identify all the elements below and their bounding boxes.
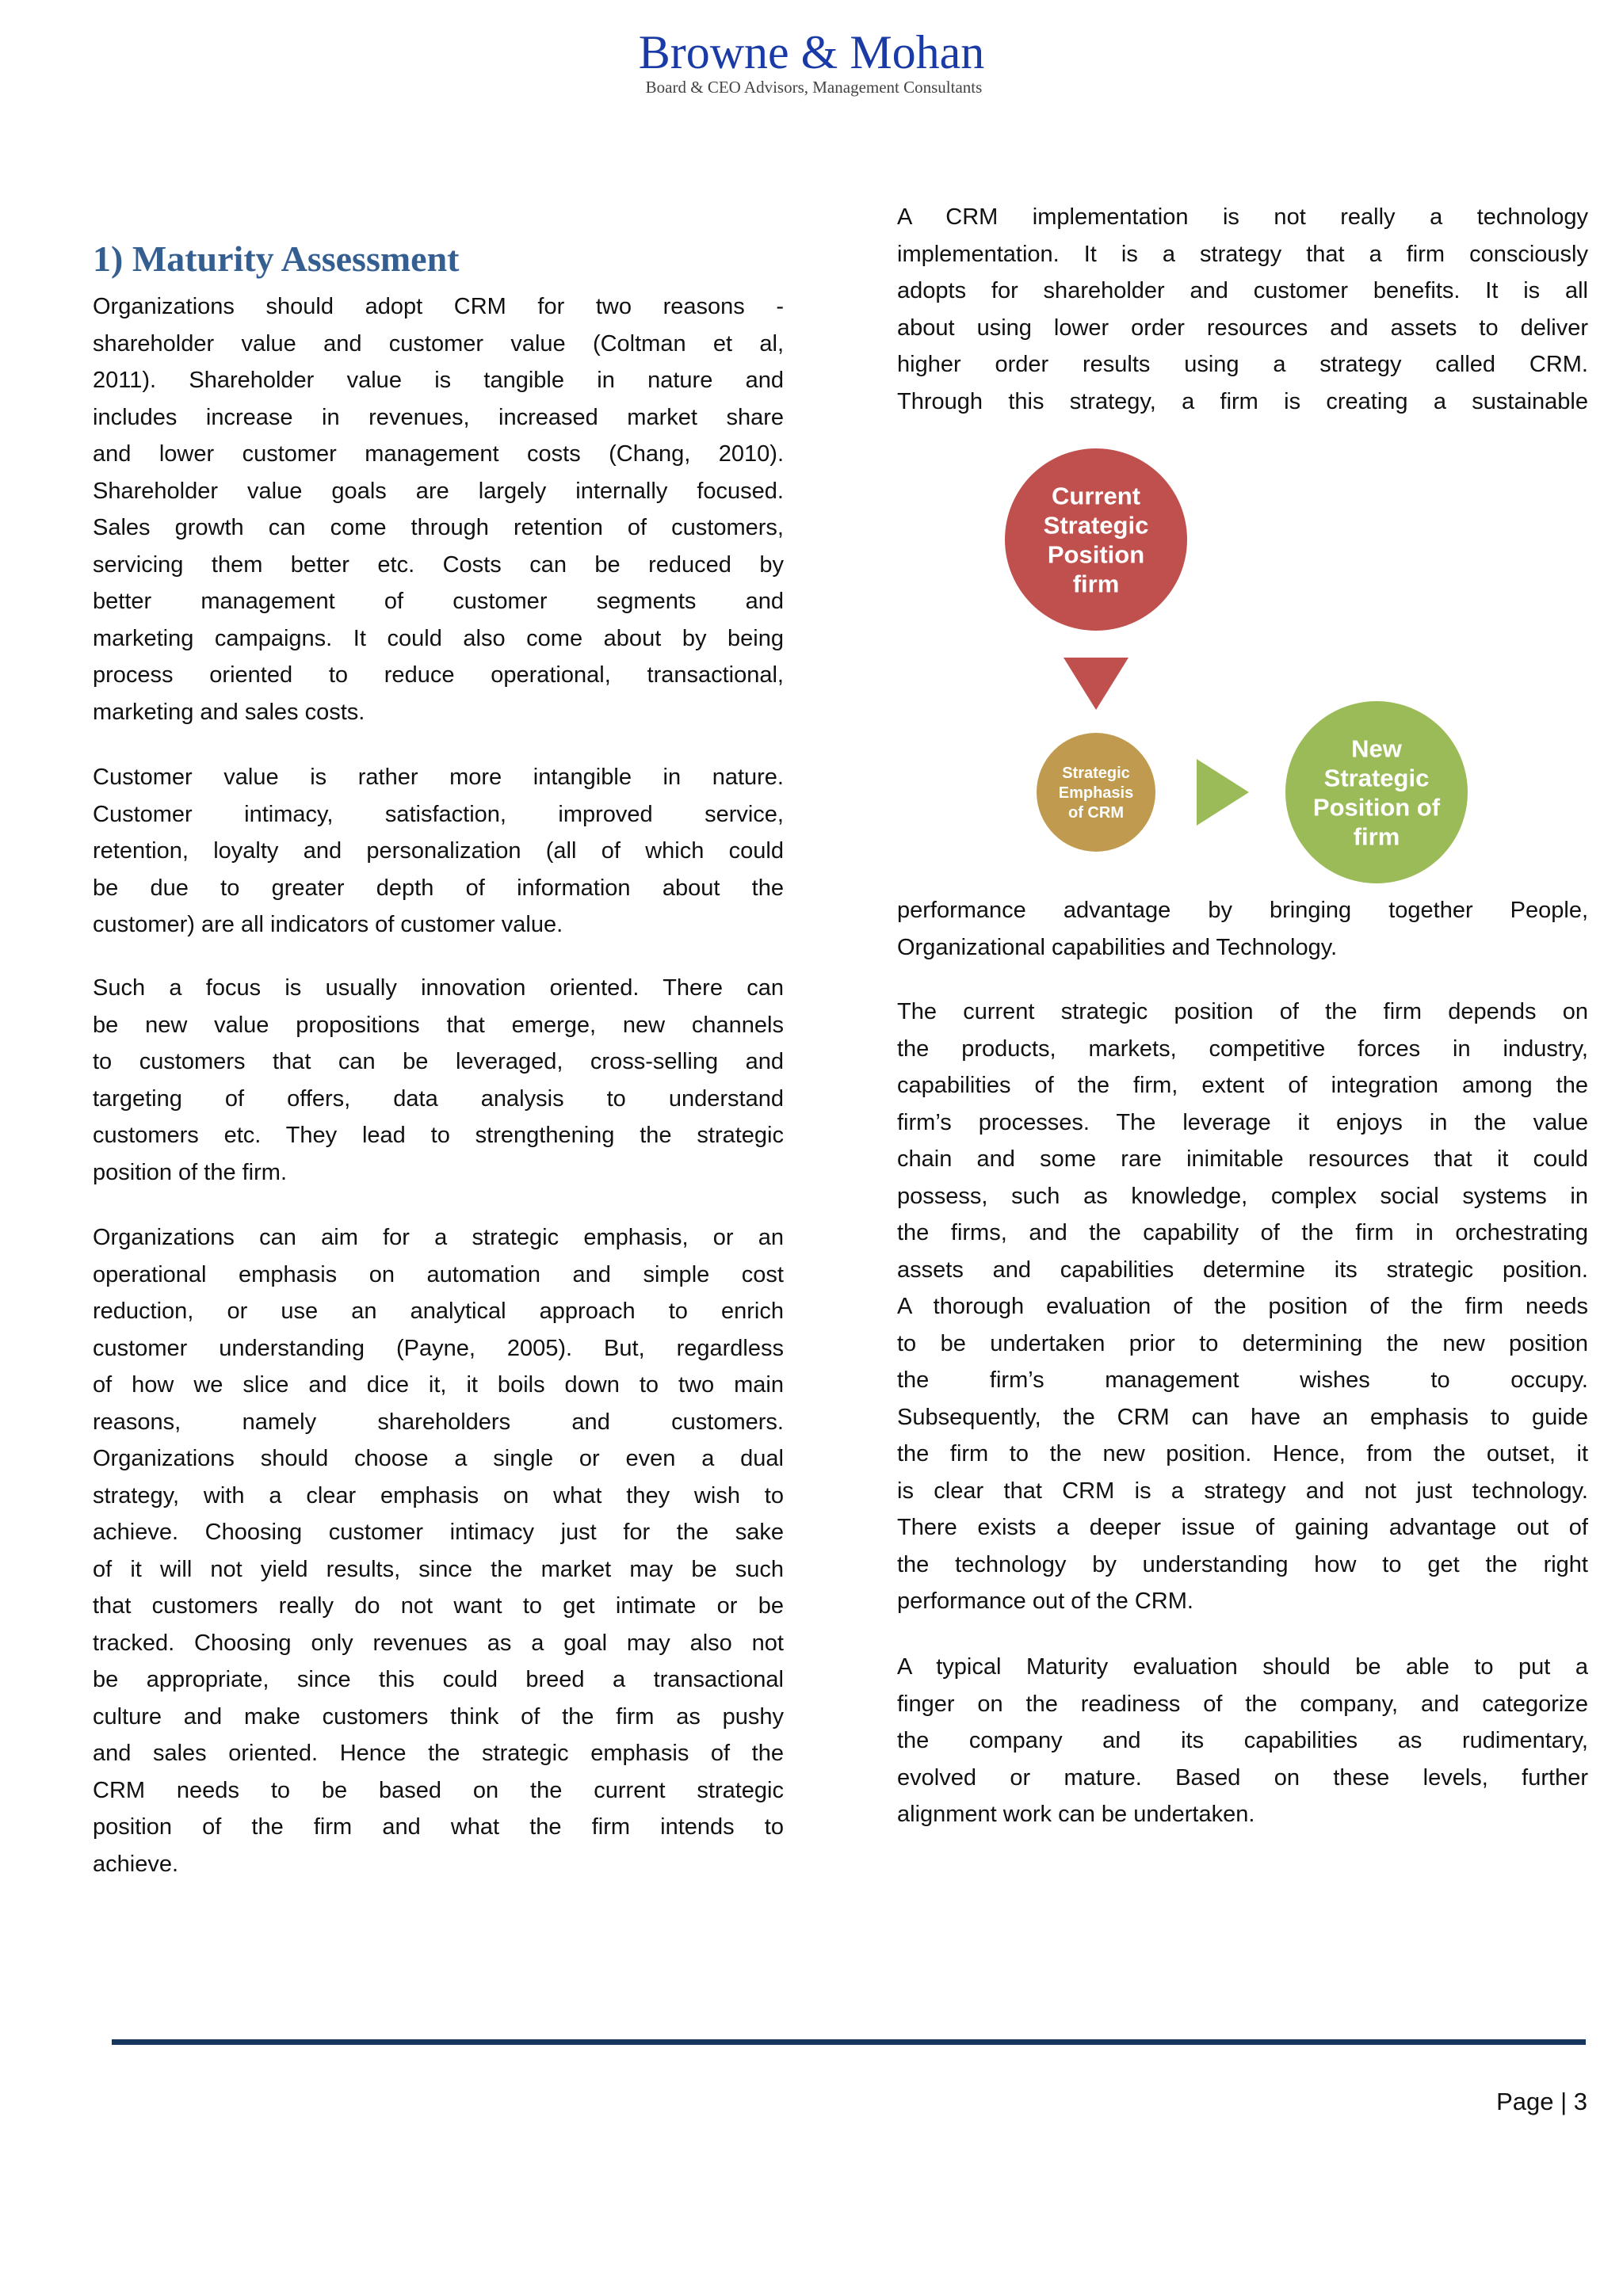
- text-line: be new value propositions that emerge, new channels: [93, 1012, 784, 1038]
- text-line: 2011). Shareholder value is tangible in nature and: [93, 368, 784, 393]
- text-line: Organizations should choose a single or even a dual: [93, 1446, 784, 1471]
- text-line: achieve.: [93, 1851, 179, 1877]
- text-line: be due to greater depth of information about the: [93, 875, 784, 901]
- text-line: Through this strategy, a firm is creating a sustainable: [897, 388, 1588, 414]
- footer-divider: [112, 2039, 1586, 2045]
- new-label-line: New: [1351, 734, 1402, 763]
- text-line: alignment work can be undertaken.: [897, 1802, 1255, 1827]
- text-line: strategy, with a clear emphasis on what they wish to: [93, 1482, 784, 1508]
- text-line: chain and some rare inimitable resources that it could: [897, 1146, 1588, 1172]
- text-line: marketing and sales costs.: [93, 699, 365, 725]
- text-line: to be undertaken prior to determining the new position: [897, 1330, 1588, 1356]
- text-line: better management of customer segments and: [93, 589, 784, 614]
- text-line: culture and make customers think of the firm as pushy: [93, 1703, 784, 1730]
- new-label-line: Position of: [1312, 793, 1441, 822]
- text-line: There exists a deeper issue of gaining advantage out of: [897, 1515, 1588, 1540]
- current-position-circle: [1005, 448, 1187, 631]
- text-line: is clear that CRM is a strategy and not just technology.: [897, 1478, 1588, 1504]
- text-line: the technology by understanding how to get the right: [897, 1551, 1588, 1577]
- text-line: capabilities of the firm, extent of integration among the: [897, 1073, 1588, 1098]
- text-line: evolved or mature. Based on these levels, further: [897, 1764, 1588, 1791]
- new-label-line: Strategic: [1323, 764, 1430, 792]
- text-line: higher order results using a strategy called CRM.: [897, 352, 1588, 377]
- new-position-circle: [1285, 701, 1468, 883]
- down-arrow-icon: [1064, 658, 1128, 710]
- text-line: Sales growth can come through retention of customers,: [93, 515, 784, 540]
- text-line: servicing them better etc. Costs can be reduced by: [93, 551, 784, 578]
- text-line: finger on the readiness of the company, and categorize: [897, 1691, 1588, 1717]
- text-line: assets and capabilities determine its strategic position.: [897, 1257, 1588, 1283]
- text-line: Such a focus is usually innovation oriented. There can: [93, 975, 784, 1001]
- text-line: Subsequently, the CRM can have an emphasis to guide: [897, 1404, 1588, 1430]
- text-line: reduction, or use an analytical approach to enrich: [93, 1299, 784, 1324]
- text-line: about using lower order resources and assets to deliver: [897, 315, 1588, 341]
- text-line: The current strategic position of the firm depends on: [897, 999, 1588, 1024]
- current-label-line: firm: [1072, 570, 1120, 598]
- text-line: the company and its capabilities as rudimentary,: [897, 1728, 1588, 1753]
- text-line: to customers that can be leveraged, cross-selling and: [93, 1049, 784, 1074]
- text-line: and sales oriented. Hence the strategic emphasis of the: [93, 1741, 784, 1766]
- text-line: implementation. It is a strategy that a firm consciously: [897, 241, 1588, 267]
- text-line: position of the firm.: [93, 1159, 287, 1185]
- text-line: A typical Maturity evaluation should be able to put a: [897, 1654, 1588, 1680]
- text-line: shareholder value and customer value (Coltman et al,: [93, 330, 784, 357]
- right-arrow-icon: [1197, 759, 1249, 826]
- text-line: possess, such as knowledge, complex social systems in: [897, 1183, 1588, 1209]
- text-line: Organizations should adopt CRM for two reasons -: [93, 294, 784, 319]
- text-line: and lower customer management costs (Chang, 2010).: [93, 441, 784, 467]
- text-line: the products, markets, competitive forces in industry,: [897, 1035, 1588, 1062]
- logo-tagline: Board & CEO Advisors, Management Consultants: [645, 78, 983, 97]
- text-line: targeting of offers, data analysis to understand: [93, 1085, 784, 1112]
- text-line: A CRM implementation is not really a technology: [897, 204, 1588, 230]
- text-line: the firm to the new position. Hence, from the outset, it: [897, 1441, 1588, 1466]
- text-line: Shareholder value goals are largely internally focused.: [93, 478, 784, 504]
- emphasis-label-line: Emphasis: [1058, 784, 1134, 802]
- current-label-line: Strategic: [1043, 511, 1149, 540]
- text-line: process oriented to reduce operational, transactional,: [93, 662, 784, 688]
- section-heading: 1) Maturity Assessment: [93, 238, 460, 279]
- text-line: the firm’s management wishes to occupy.: [897, 1367, 1588, 1393]
- text-line: firm’s processes. The leverage it enjoys in the value: [897, 1109, 1588, 1135]
- text-line: tracked. Choosing only revenues as a goal may also not: [93, 1630, 784, 1656]
- text-line: achieve. Choosing customer intimacy just for the sake: [93, 1520, 784, 1545]
- emphasis-label-line: Strategic: [1062, 765, 1130, 782]
- text-line: includes increase in revenues, increased market share: [93, 404, 784, 430]
- text-line: customer) are all indicators of customer value.: [93, 912, 563, 937]
- emphasis-label-line: of CRM: [1068, 804, 1124, 822]
- text-line: of how we slice and dice it, it boils down to two main: [93, 1372, 784, 1398]
- text-line: Organizations can aim for a strategic emphasis, or an: [93, 1225, 784, 1250]
- text-line: Customer value is rather more intangible in nature.: [93, 765, 784, 790]
- text-line: performance advantage by bringing together People,: [897, 898, 1588, 923]
- text-line: CRM needs to be based on the current strategic: [93, 1777, 784, 1803]
- text-line: Customer intimacy, satisfaction, improved service,: [93, 801, 784, 827]
- text-line: customer understanding (Payne, 2005). But, regardless: [93, 1335, 784, 1361]
- text-line: operational emphasis on automation and simple cost: [93, 1261, 784, 1287]
- text-line: that customers really do not want to get intimate or be: [93, 1593, 784, 1619]
- text-line: reasons, namely shareholders and customers.: [93, 1409, 784, 1435]
- text-line: customers etc. They lead to strengthening the strategic: [93, 1123, 784, 1148]
- text-line: A thorough evaluation of the position of the firm needs: [897, 1294, 1588, 1319]
- page-number: Page | 3: [1496, 2088, 1587, 2115]
- text-line: of it will not yield results, since the market may be such: [93, 1556, 784, 1582]
- text-line: adopts for shareholder and customer benefits. It is all: [897, 278, 1588, 303]
- logo-firm-name: Browne & Mohan: [638, 26, 985, 78]
- text-line: marketing campaigns. It could also come about by being: [93, 625, 784, 651]
- current-label-line: Position: [1047, 540, 1145, 569]
- current-label-line: Current: [1052, 482, 1140, 510]
- new-label-line: firm: [1353, 822, 1400, 851]
- text-line: performance out of the CRM.: [897, 1589, 1193, 1614]
- text-line: Organizational capabilities and Technology.: [897, 934, 1338, 960]
- text-line: be appropriate, since this could breed a transactional: [93, 1667, 784, 1692]
- text-line: position of the firm and what the firm intends to: [93, 1814, 784, 1840]
- text-line: retention, loyalty and personalization (all of which could: [93, 838, 784, 864]
- text-line: the firms, and the capability of the firm in orchestrating: [897, 1220, 1588, 1245]
